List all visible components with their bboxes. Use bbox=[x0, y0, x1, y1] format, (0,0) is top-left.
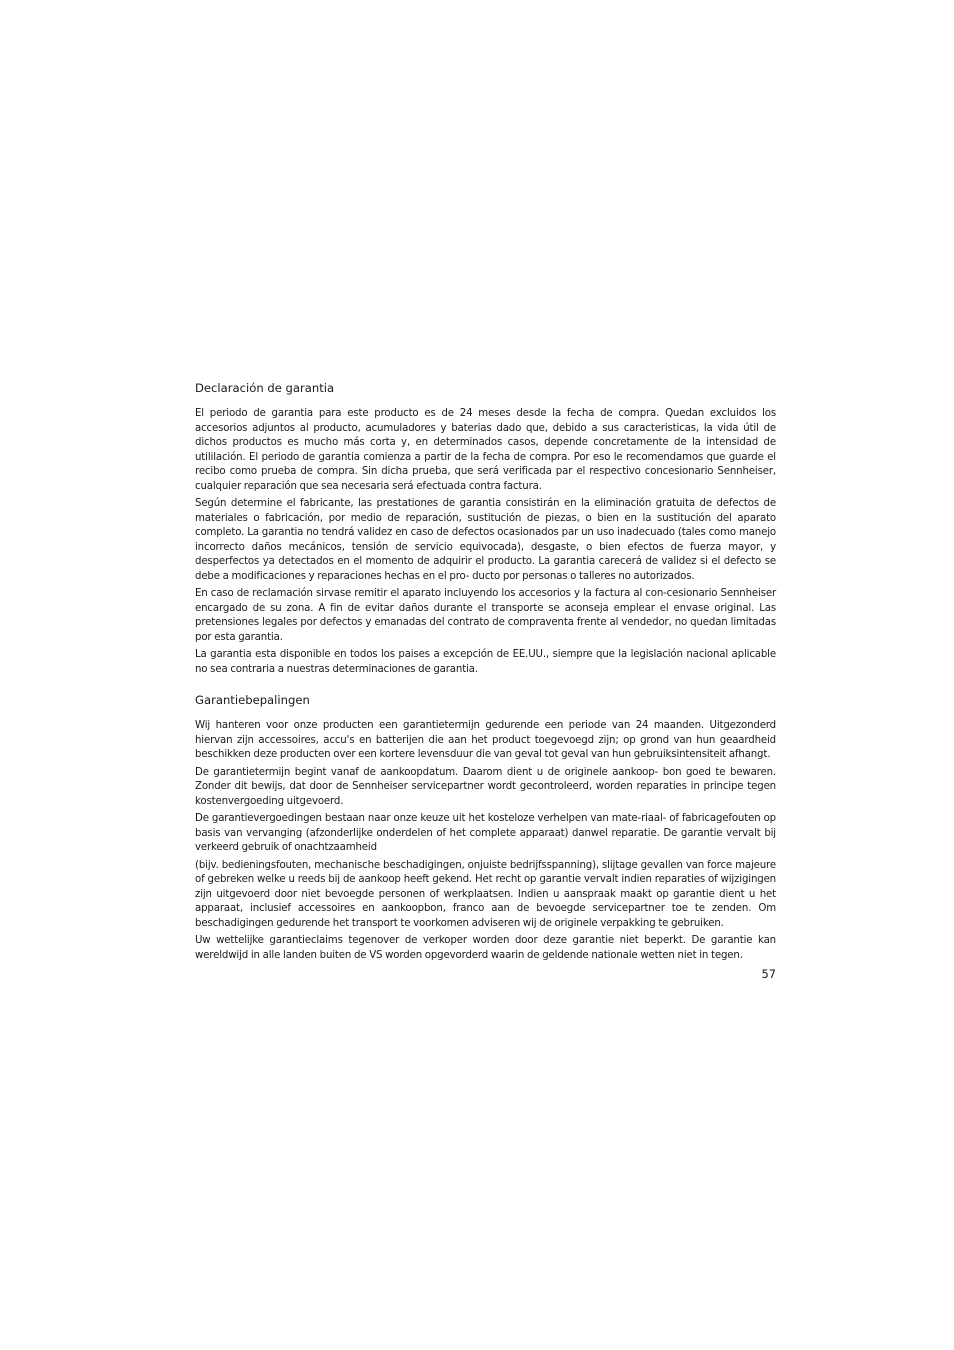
paragraph: La garantia esta disponible en todos los paises a excepción de EE.UU., siempre que la legislación nacional aplicable no sea contraria a nuestras determinaciones de garantia. bbox=[195, 649, 776, 675]
section-heading: Declaración de garantia bbox=[195, 381, 335, 395]
document-body bbox=[195, 380, 776, 966]
paragraph: En caso de reclamación sirvase remitir el aparato incluyendo los accesorios y la factura al con-cesionario Sennheiser encargado de su zona. A fin de evitar daños durante el transporte se aconseja emplear el envase original. Las pretensiones legales por defectos y emanadas del contrato de compraventa frente al vendedor, no quedan limitadas por esta garantia. bbox=[195, 588, 776, 643]
paragraph: Uw wettelijke garantieclaims tegenover de verkoper worden door deze garantie niet beperkt. De garantie kan wereldwijd in alle landen buiten de VS worden opgevorderd waarin de geldende nationale wetten niet in tegen. bbox=[195, 935, 776, 961]
paragraph: (bijv. bedieningsfouten, mechanische beschadigingen, onjuiste bedrijfsspanning), slijtage gevallen van force majeure of gebreken welke u reeds bij de aankoop heeft gekend. Het recht op garantie vervalt indien reparaties of wijzigingen zijn uitgevoerd door niet bevoegde personen of werkplaatsen. Indien u aanspraak maakt op garantie dient u het apparaat, inclusief accessoires en aankoopbon, franco aan de bevoegde servicepartner toe te zenden. Om beschadigingen gedurende het transport te voorkomen adviseren wij de originele verpakking te gebruiken. bbox=[195, 859, 776, 929]
paragraph: De garantietermijn begint vanaf de aankoopdatum. Daarom dient u de originele aankoop- bon goed te bewaren. Zonder dit bewijs, dat door de Sennheiser servicepartner wordt gecontroleerd, worden reparaties in principe tegen kostenvergoeding uitgevoerd. bbox=[195, 766, 776, 807]
paragraph: De garantievergoedingen bestaan naar onze keuze uit het kosteloze verhelpen van mate-riaal- of fabricagefouten op basis van vervanging (afzonderlijke onderdelen of het complete apparaat) danwel reparatie. De garantie vervalt bij verkeerd gebruik of onachtzaamheid bbox=[195, 813, 776, 853]
section-heading: Garantiebepalingen bbox=[195, 693, 310, 707]
section-warranty-dutch bbox=[195, 692, 776, 963]
page-number: 57 bbox=[761, 967, 776, 981]
paragraph: Según determine el fabricante, las prestationes de garantia consistirán en la eliminación gratuita de defectos de materiales o fabricación, por medio de reparación, sustitución de piezas, o bien en la sustitución del aparato completo. La garantia no tendrá validez en caso de defectos ocasionados par un uso inadecuado (tales como manejo incorrecto daños mecánicos, tensión de servicio equivocada), desgaste, o bien efectos de fuerza mayor, y desperfectos ya detectados en el momento de adquirir el producto. La garantia carecerá de validez si el defecto se debe a modificaciones y reparaciones hechas en el pro- ducto por personas o talleres no autorizados. bbox=[195, 498, 776, 582]
section-warranty-spanish bbox=[195, 380, 776, 677]
paragraph: El periodo de garantia para este producto es de 24 meses desde la fecha de compra. Quedan excluidos los accesorios adjuntos al producto, acumuladores y baterias dado que, debido a sus caracteristicas, la vida útil de dichos productos es mucho más corta y, en determinados casos, depende concretamente de la intensidad de utililación. El periodo de garantia comienza a partir de la fecha de compra. Por eso le recomendamos que guarde el recibo como prueba de compra. Sin dicha prueba, que será verificada par el respectivo concesionario Sennheiser, cualquier reparación que sea necesaria será efectuada contra factura. bbox=[195, 408, 776, 492]
paragraph: Wij hanteren voor onze producten een garantietermijn gedurende een periode van 24 maanden. Uitgezonderd hiervan zijn accessoires, accu's en batterijen die aan het product toegevoegd zijn; op grond van hun geaardheid beschikken deze producten over een kortere levensduur die van geval tot geval van hun gebruiksintensiteit afhangt. bbox=[195, 720, 776, 760]
